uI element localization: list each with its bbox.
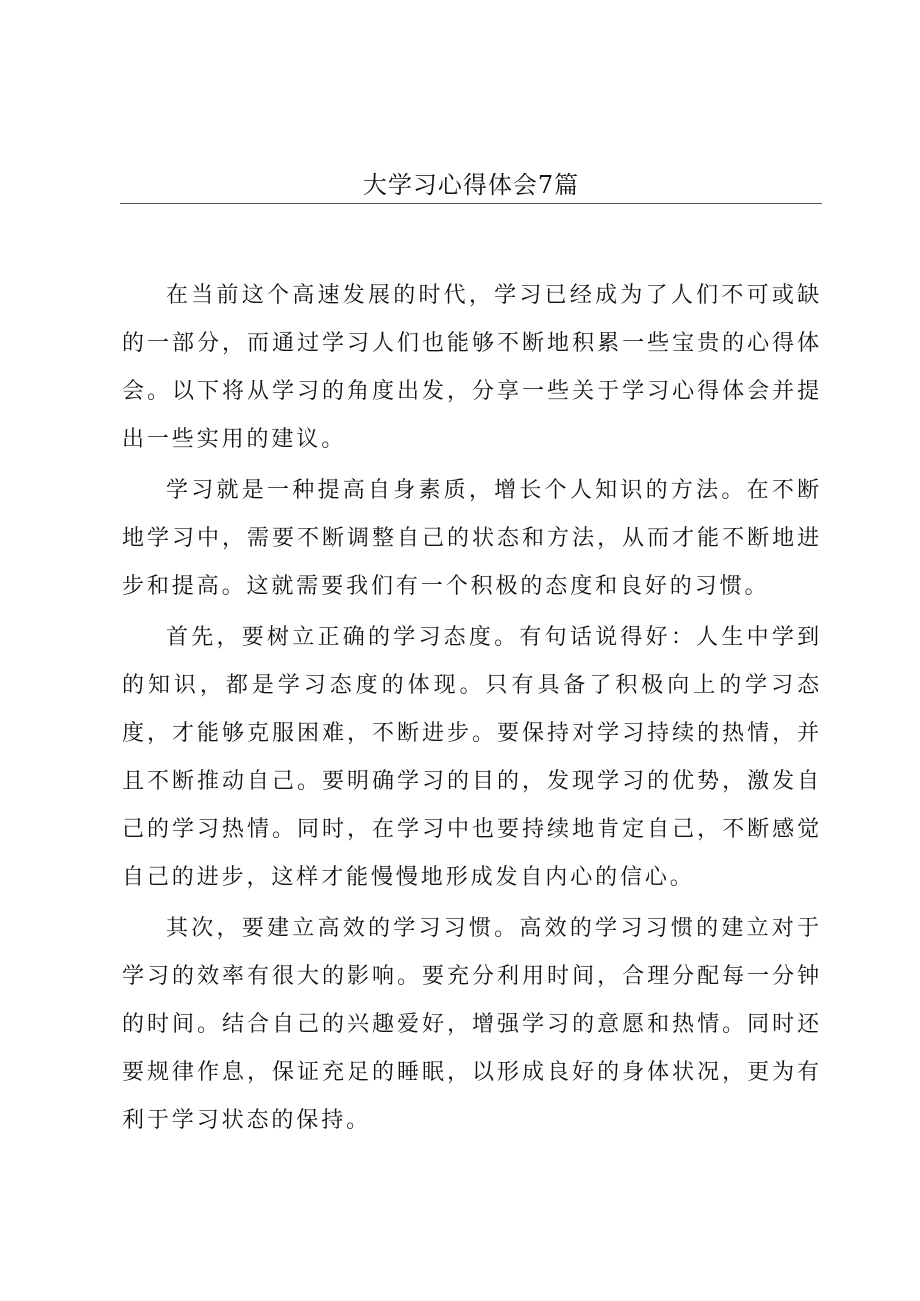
paragraph-attitude: 首先，要树立正确的学习态度。有句话说得好：人生中学到的知识，都是学习态度的体现。只有具备了积极向上的学习态度，才能够克服困难，不断进步。要保持对学习持续的热情，并且不断推动自己。要明确学习的目的，发现学习的优势，激发自己的学习热情。同时，在学习中也要持续地肯定自己，不断感觉自己的进步，这样才能慢慢地形成发自内心的信心。: [122, 625, 822, 890]
paragraph-intro: 在当前这个高速发展的时代，学习已经成为了人们不可或缺的一部分，而通过学习人们也能够不断地积累一些宝贵的心得体会。以下将从学习的角度出发，分享一些关于学习心得体会并提出一些实用的建议。: [122, 283, 822, 452]
paragraph-definition: 学习就是一种提高自身素质，增长个人知识的方法。在不断地学习中，需要不断调整自己的状态和方法，从而才能不断地进步和提高。这就需要我们有一个积极的态度和良好的习惯。: [122, 478, 822, 599]
document-body: [122, 272, 822, 1148]
title-underline: [120, 203, 822, 204]
paragraph-habits: 其次，要建立高效的学习习惯。高效的学习习惯的建立对于学习的效率有很大的影响。要充分利用时间，合理分配每一分钟的时间。结合自己的兴趣爱好，增强学习的意愿和热情。同时还要规律作息，保证充足的睡眠，以形成良好的身体状况，更为有利于学习状态的保持。: [122, 916, 822, 1133]
document-title: 大学习心得体会7篇: [362, 171, 580, 199]
